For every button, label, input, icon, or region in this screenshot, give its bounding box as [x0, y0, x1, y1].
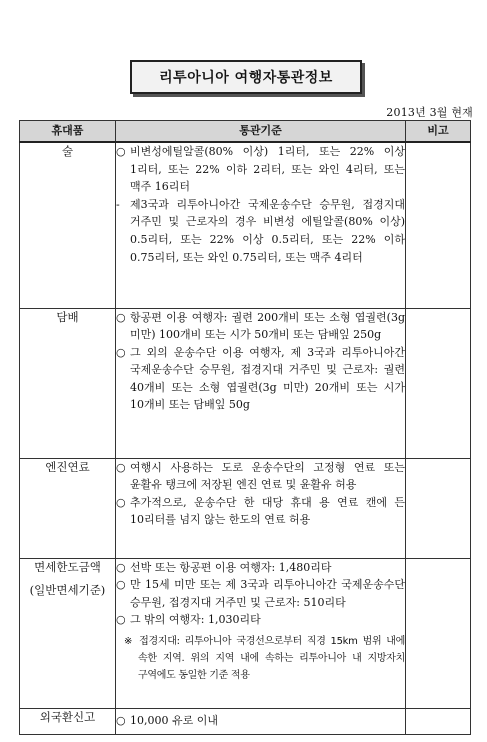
list-item: ○ 선박 또는 항공편 이용 여행자: 1,480리타 — [116, 560, 332, 574]
note-cell — [406, 308, 471, 458]
criteria-cell-tobacco — [116, 308, 406, 458]
item-cell-fuel: 엔진연료 — [20, 458, 116, 558]
item-cell-duty-free — [20, 558, 116, 708]
list-item: - 제3국과 리투아니아간 국제운송수단 승무원, 접경지대 거주민 및 근로자의 경우 비변성 에틸알콜(80% 이상) 0.5리터, 또는 22% 이상 0.5리터, 또는 22% 이하 0.75리터, 또는 와인 0.75리터, 또는 맥주 4리터 — [116, 197, 405, 264]
header-note: 비고 — [406, 121, 471, 143]
item-cell-tobacco: 담배 — [20, 308, 116, 458]
list-item: ○ 만 15세 미만 또는 제 3국과 리투아니아간 국제운송수단 승무원, 접경지대 거주민 및 근로자: 510리타 — [116, 578, 405, 609]
header-item: 휴대품 — [20, 121, 116, 143]
criteria-cell-currency — [116, 708, 406, 734]
item-sublabel: (일반면세기준) — [29, 583, 106, 598]
document-title-text: 리투아니아 여행자통관정보 — [159, 70, 333, 86]
list-item: ○ 그 외의 운송수단 이용 여행자, 제 3국과 리투아니아간 국제운송수단 승무원, 접경지대 거주민 및 근로자: 궐련 40개비 또는 소형 엽궐련(3g 미만) 20개비 또는 시가 10개비 또는 담배잎 50g — [116, 345, 405, 412]
item-label: 면세한도금액 — [34, 559, 101, 574]
customs-table — [19, 120, 471, 735]
header-criteria: 통관기준 — [116, 121, 406, 143]
list-item: ○ 그 밖의 여행자: 1,030리타 — [116, 613, 261, 627]
table-row — [20, 708, 471, 734]
document-title — [130, 60, 362, 94]
table-header-row — [20, 121, 471, 143]
criteria-cell-duty-free — [116, 558, 406, 708]
note-cell — [406, 458, 471, 558]
as-of-date: 2013년 3월 현재 — [386, 106, 473, 119]
note-cell — [406, 142, 471, 308]
item-cell-alcohol: 술 — [20, 142, 116, 308]
note-cell — [406, 558, 471, 708]
list-item: ○ 여행시 사용하는 도로 운송수단의 고정형 연료 또는 윤활유 탱크에 저장된 엔진 연료 및 윤활유 허용 — [116, 460, 405, 492]
list-item: ○ 10,000 유로 이내 — [116, 714, 218, 728]
reference-note: ※ 접경지대: 리투아니아 국경선으로부터 직경 15km 범위 내에 속한 지역. 위의 지역 내에 속하는 리투아니아 내 지방자치 구역에도 동일한 기준 적용 — [124, 635, 405, 681]
criteria-cell-alcohol — [116, 142, 406, 308]
table-row — [20, 308, 471, 458]
table-row — [20, 458, 471, 558]
list-item: ○ 비변성에틸알콜(80% 이상) 1리터, 또는 22% 이상 1리터, 또는 22% 이하 2리터, 또는 와인 4리터, 또는 맥주 16리터 — [116, 145, 405, 194]
list-item: ○ 추가적으로, 운송수단 한 대당 휴대 용 연료 캔에 든 10리터를 넘지 않는 한도의 연료 허용 — [116, 495, 405, 527]
item-cell-currency: 외국환신고 — [20, 708, 116, 734]
criteria-cell-fuel — [116, 458, 406, 558]
table-row — [20, 142, 471, 308]
table-row — [20, 558, 471, 708]
list-item: ○ 항공편 이용 여행자: 궐련 200개비 또는 소형 엽궐련(3g 미만) 100개비 또는 시가 50개비 또는 담배잎 250g — [116, 310, 405, 342]
note-cell — [406, 708, 471, 734]
